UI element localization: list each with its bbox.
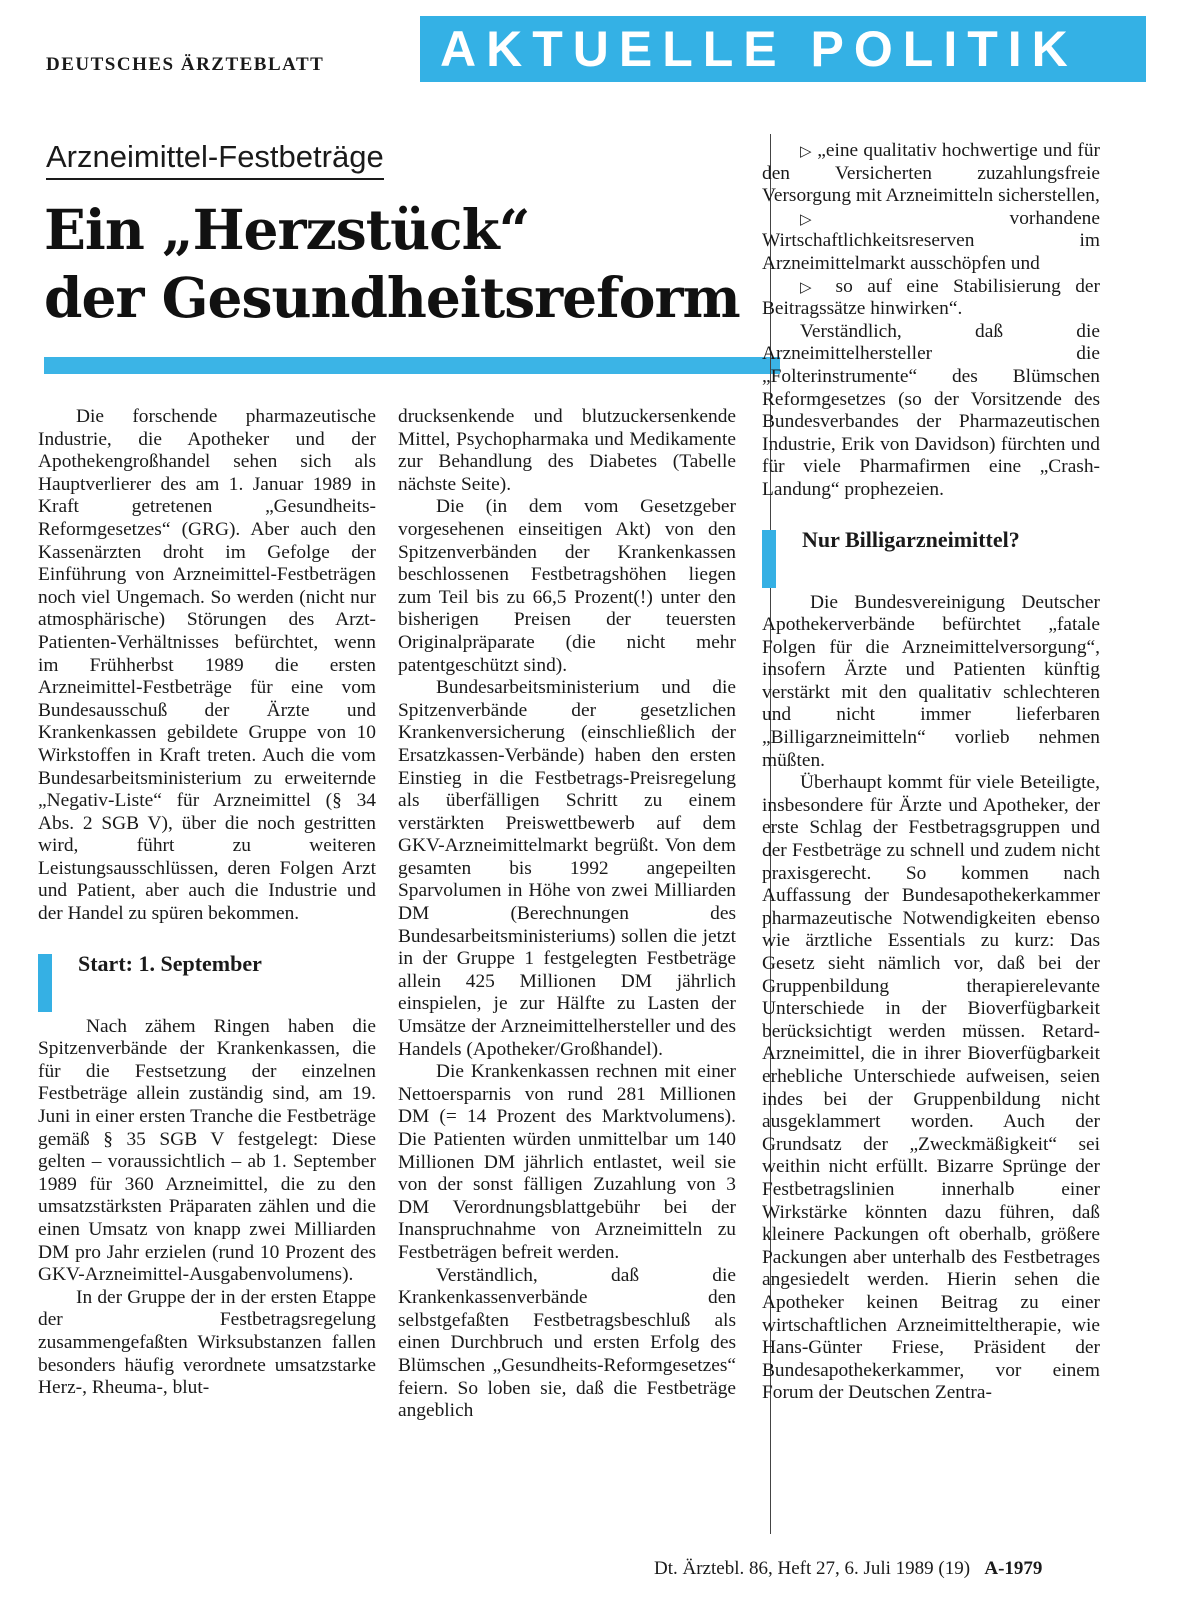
paragraph: Verständlich, daß die Krankenkassenverbände den selbstgefaßten Festbetragsbeschluß als einen Durchbruch und ersten Erfolg des Blümschen „Gesundheits-Reformgesetzes“ feiern. So loben sie, daß die Festbeträge angeblich [398, 1264, 736, 1422]
column-3 [762, 140, 1100, 1405]
subheading-marker [38, 954, 52, 1012]
article-headline [44, 196, 784, 332]
subheading-text: Nur Billigarzneimittel? [802, 526, 1020, 552]
paragraph: Die Krankenkassen rechnen mit einer Nettoersparnis von rund 281 Millionen DM (= 14 Prozent des Marktvolumens). Die Patienten würden unmittelbar um 140 Millionen DM jährlich entlastet, weil sie von der sonst fälligen Zuzahlung von 3 DM Verordnungsblattgebühr bei der Inanspruchnahme von Arzneimitteln zu Festbeträgen befreit werden. [398, 1061, 736, 1263]
triangle-arrow-icon: ▷ [800, 277, 822, 296]
bullet-item [762, 208, 1100, 276]
paragraph: drucksenkende und blutzuckersenkende Mittel, Psychopharmaka und Medikamente zur Behandlung des Diabetes (Tabelle nächste Seite). [398, 406, 736, 495]
page-number: A-1979 [984, 1558, 1043, 1579]
column-1 [38, 406, 376, 1400]
paragraph: Überhaupt kommt für viele Beteiligte, insbesondere für Ärzte und Apotheker, der erste Schlag der Festbetragsgruppen und der Festbeträge zu schnell und zudem nicht praxisgerecht. So kommen nach Auffassung der Bundesapothekerkammer pharmazeutische Notwendigkeiten ebenso wie ärztliche Essentials zu kurz: Das Gesetz sieht nämlich vor, daß bei der Gruppenbildung therapierelevante Unterschiede in der Bioverfügbarkeit berücksichtigt werden müssen. Retard-Arzneimittel, die in ihrer Bioverfügbarkeit erhebliche Unterschiede aufweisen, seien indes bei der Gruppenbildung nicht ausgeklammert worden. Auch der Grundsatz der „Zweckmäßigkeit“ sei weithin nicht erfüllt. Bizarre Sprünge der Festbetragslinien innerhalb einer Wirkstärke könnten dazu führen, daß kleinere Packungen oft oberhalb, größere Packungen aber unterhalb des Festbetrages angesiedelt werden. Hierin sehen die Apotheker keinen Beitrag zu einer wirtschaftlichen Arzneimitteltherapie, wie Hans-Günter Friese, Präsident der Bundesapothekerkammer, vor einem Forum der Deutschen Zentra- [762, 772, 1100, 1404]
page-footer [654, 1558, 1042, 1580]
subheading-text: Start: 1. September [78, 950, 262, 976]
headline-line-2: der Gesundheitsreform [44, 265, 740, 330]
bullet-text: „eine qualitativ hochwertige und für den Versicherten zuzahlungsfreie Versorgung mit Arzneimitteln sicherstellen, [762, 140, 1100, 207]
bullet-text: vorhandene Wirtschaftlichkeitsreserven im Arzneimittelmarkt ausschöpfen und [762, 207, 1100, 274]
paragraph: Bundesarbeitsministerium und die Spitzenverbände der gesetzlichen Krankenversicherung (einschließlich der Ersatzkassen-Verbände) haben den ersten Einstieg in die Festbetrags-Preisregelung als überfälligen Schritt zu einem verstärkten Preiswettbewerb auf dem GKV-Arzneimittelmarkt begrüßt. Von dem gesamten bis 1992 angepeilten Sparvolumen in Höhe von zwei Milliarden DM (Berechnungen des Bundesarbeitsministeriums) sollen die jetzt in der Gruppe 1 festgelegten Festbeträge allein 425 Millionen DM jährlich einspielen, je zur Hälfte zu Lasten der Umsätze der Arzneimittelhersteller und des Handels (Apotheker/Großhandel). [398, 677, 736, 1060]
paragraph: Die (in dem vom Gesetzgeber vorgesehenen einseitigen Akt) von den Spitzenverbänden der Krankenkassen beschlossenen Festbetragshöhen liegen zum Teil bis zu 66,5 Prozent(!) unter den bisherigen Preisen der teuersten Originalpräparate (die nicht mehr patentgeschützt sind). [398, 496, 736, 676]
headline-rule [44, 357, 780, 374]
bullet-item [762, 140, 1100, 208]
footer-citation: Dt. Ärztebl. 86, Heft 27, 6. Juli 1989 (19) [654, 1558, 971, 1579]
column-2 [398, 406, 736, 1423]
paragraph: In der Gruppe der in der ersten Etappe der Festbetragsregelung zusammengefaßten Wirksubstanzen fallen besonders häufig verordnete umsatzstarke Herz-, Rheuma-, blut- [38, 1286, 376, 1399]
paragraph: Verständlich, daß die Arzneimittelhersteller die „Folterinstrumente“ des Blümschen Reformgesetzes (so der Vorsitzende des Bundesverbandes der Pharmazeutischen Industrie, Erik von Davidson) fürchten und für viele Pharmafirmen eine „Crash-Landung“ prophezeien. [762, 320, 1100, 500]
headline-line-1: Ein „Herzstück“ [44, 197, 530, 262]
masthead: DEUTSCHES ÄRZTEBLATT [46, 54, 325, 75]
paragraph: Nach zähem Ringen haben die Spitzenverbände der Krankenkassen, die für die Festsetzung der einzelnen Festbeträge allein zuständig sind, am 19. Juni in einer ersten Tranche die Festbeträge gemäß § 35 SGB V festgelegt: Diese gelten – voraussichtlich – ab 1. September 1989 für 360 Arzneimittel, die zu den umsatzstärksten Präparaten zählen und die einen Umsatz von knapp zwei Milliarden DM pro Jahr erzielen (rund 10 Prozent des GKV-Arzneimittel-Ausgabenvolumens). [38, 1015, 376, 1286]
subheading-start [38, 950, 376, 1008]
triangle-arrow-icon: ▷ [800, 142, 812, 160]
triangle-arrow-icon: ▷ [800, 209, 909, 228]
paragraph: Die forschende pharmazeutische Industrie, die Apotheker und der Apothekengroßhandel sehen sich als Hauptverlierer des am 1. Januar 1989 in Kraft getretenen „Gesundheits-Reformgesetzes“ (GRG). Aber auch den Kassenärzten droht im Gefolge der Einführung von Arzneimittel-Festbeträgen noch viel Ungemach. So werden (nicht nur atmosphärische) Störungen des Arzt-Patienten-Verhältnisses befürchtet, wenn im Frühherbst 1989 die ersten Arzneimittel-Festbeträge für eine vom Bundesausschuß der Ärzte und Krankenkassen gebildete Gruppe von 10 Wirkstoffen in Kraft treten. Auch die vom Bundesarbeitsministerium zu erweiternde „Negativ-Liste“ für Arzneimittel (§ 34 Abs. 2 SGB V), über die noch gestritten wird, führt zu weiteren Leistungsausschlüssen, deren Folgen Arzt und Patient, aber auch die Industrie und der Handel zu spüren bekommen. [38, 406, 376, 925]
subheading-marker [762, 530, 776, 588]
subheading-billig [762, 526, 1100, 584]
paragraph: Die Bundesvereinigung Deutscher Apothekerverbände befürchtet „fatale Folgen für die Arzneimittelversorgung“, insofern Ärzte und Patienten künftig verstärkt mit den qualitativ schlechteren und nicht immer lieferbaren „Billigarzneimitteln“ vorlieb nehmen müßten. [762, 591, 1100, 771]
bullet-item [762, 276, 1100, 321]
article-kicker: Arzneimittel-Festbeträge [46, 138, 384, 180]
bullet-text: so auf eine Stabilisierung der Beitragssätze hinwirken“. [762, 275, 1100, 320]
section-title: AKTUELLE POLITIK [440, 21, 1078, 77]
